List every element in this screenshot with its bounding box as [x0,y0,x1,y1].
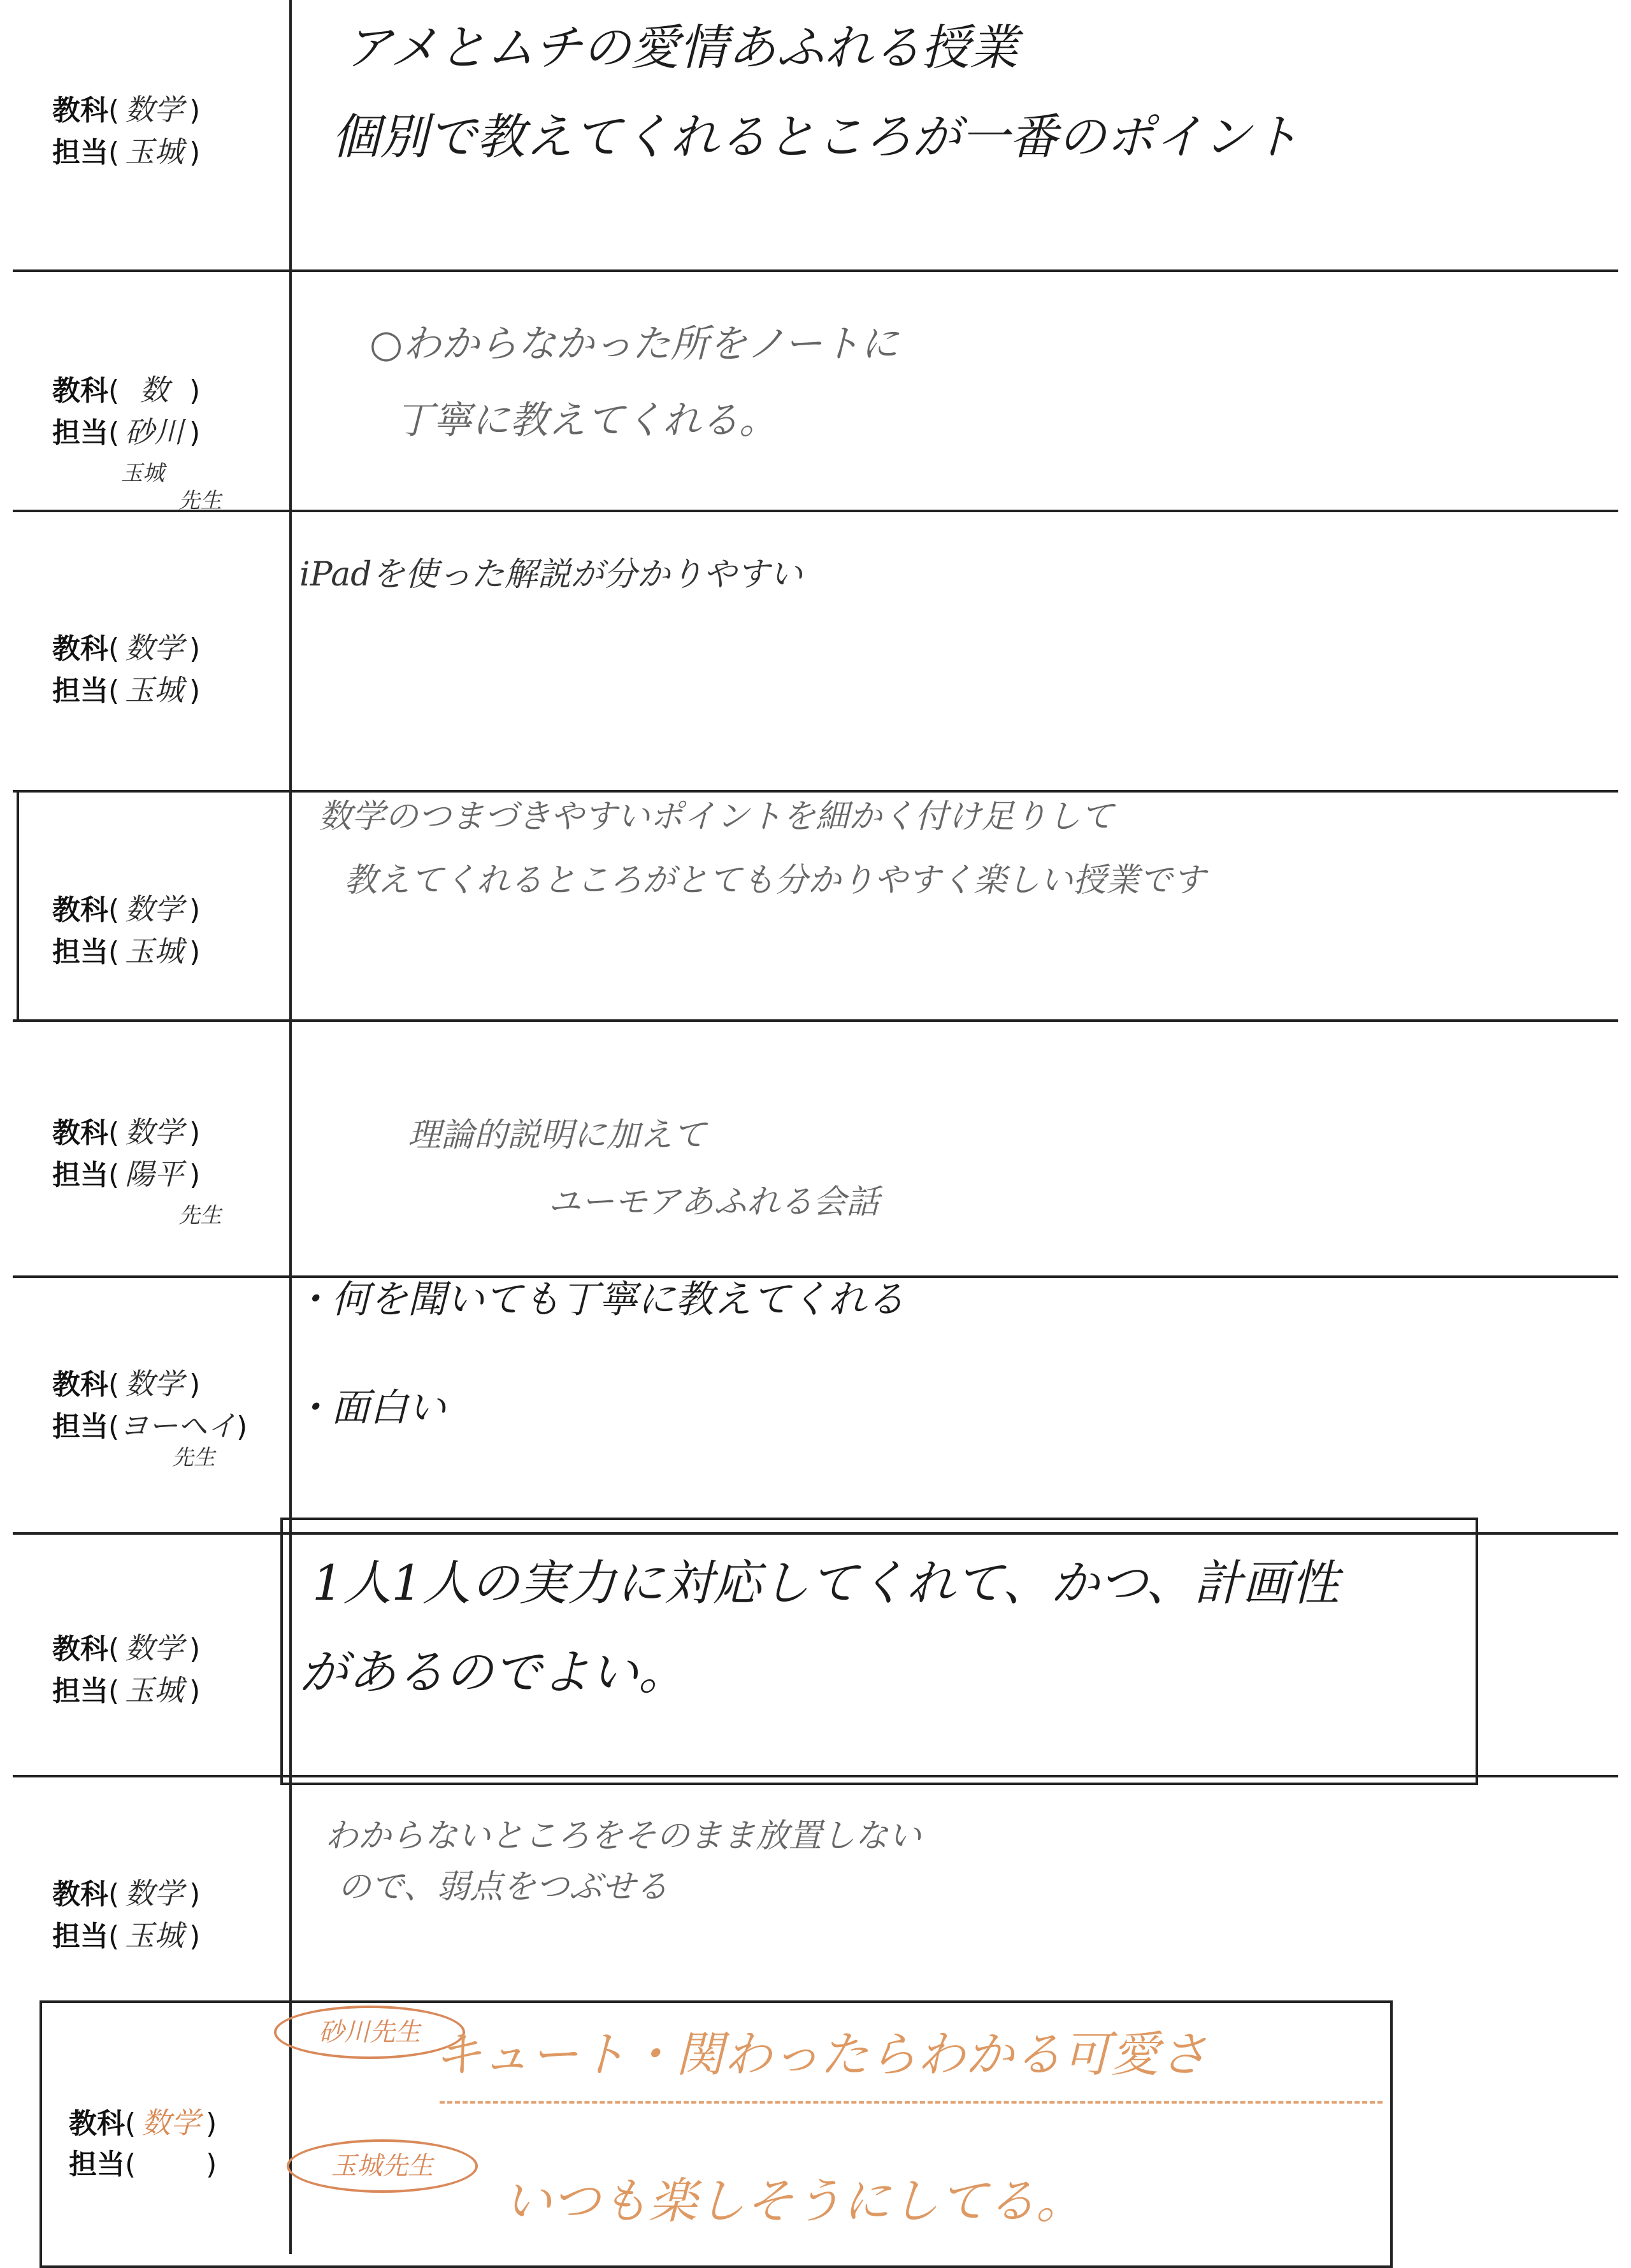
subject-value: 数学 [125,92,184,127]
row-3-comment-1: iPadを使った解説が分かりやすい [299,556,803,594]
tag-oval-sunagawa: 砂川先生 [274,2006,465,2059]
subject-line: 教科( 数 ) [52,370,200,412]
subject-line: 教科( 数学 ) [69,2102,217,2144]
dashed-underline [440,2101,1383,2104]
teacher-line: 担当( 陽平 ) [52,1154,200,1196]
row-5-comment-1: 理論的説明に加えて [408,1116,707,1154]
teacher-value: 玉城 [125,934,184,968]
subject-line: 教科( 数学 ) [52,1873,200,1915]
subject-value: 数学 [125,1367,184,1401]
row-6-comment-1: ・何を聞いても丁寧に教えてくれる [293,1277,905,1322]
subject-value: 数学 [125,892,184,926]
row-5-note-1: 先生 [178,1203,222,1228]
subject-line: 教科( 数学 ) [52,1628,200,1670]
subject-line: 教科( 数学 ) [52,1112,200,1154]
row-2-labels [52,370,200,454]
teacher-value: ヨーヘイ [119,1409,237,1443]
row-7-comment-2: があるのでよい。 [299,1644,687,1700]
row-5-comment-2: ユーモアあふれる会話 [548,1183,880,1221]
row-6-note-1: 先生 [172,1445,215,1470]
row-5-labels [52,1112,200,1196]
row-divider [13,1019,1618,1022]
subject-value: 数学 [125,1876,184,1911]
subject-value: 数学 [125,631,184,665]
teacher-value: 砂川 [125,415,184,449]
row-1-comment-1: アメとムチの愛情あふれる授業 [344,19,1018,76]
row-divider [13,269,1618,272]
row-9-comment-1: キュート・関わったらわかる可愛さ [433,2026,1208,2083]
teacher-line: 担当( 玉城 ) [52,931,200,973]
teacher-line: 担当( 砂川 ) [52,412,200,454]
subject-line: 教科( 数学 ) [52,89,200,131]
teacher-value: 陽平 [125,1157,184,1191]
row-1-labels [52,89,200,173]
row-6-labels [52,1363,247,1447]
row-7-comment-1: 1人1人の実力に対応してくれて、かつ、計画性 [312,1554,1340,1611]
row-4-labels [52,889,200,973]
teacher-line: 担当(ヨーヘイ) [52,1405,247,1447]
row-6-comment-2: ・面白い [293,1386,446,1430]
subject-value: 数学 [141,2106,201,2140]
subject-value: 数学 [125,1115,184,1149]
row-8-comment-1: わからないところをそのまま放置しない [325,1817,922,1855]
row-divider [13,510,1618,512]
teacher-value: 玉城 [125,1918,184,1953]
teacher-value: 玉城 [125,673,184,707]
teacher-line: 担当( 玉城 ) [52,1670,200,1712]
subject-line: 教科( 数学 ) [52,889,200,931]
row-1-comment-2: 個別で教えてくれるところが一番のポイント [331,108,1300,165]
teacher-line: 担当( 玉城 ) [52,670,200,712]
row-8-comment-2: ので、弱点をつぶせる [338,1868,668,1906]
row-3-labels [52,628,200,712]
row-2-note-1: 玉城 [121,461,164,486]
row-9-labels [69,2102,217,2185]
row-8-labels [52,1873,200,1957]
teacher-value: 玉城 [125,134,184,169]
tag-oval-tamaki: 玉城先生 [287,2139,478,2193]
row-2-note-2: 先生 [178,488,222,513]
row-7-labels [52,1628,200,1712]
teacher-line: 担当( 玉城 ) [52,131,200,173]
left-page-border [17,790,19,1019]
row-2-comment-1: ○わからなかった所をノートに [370,322,899,366]
row-9-comment-2: いつも楽しそうにしてる。 [503,2172,1084,2229]
subject-line: 教科( 数学 ) [52,628,200,670]
left-column-border [289,0,292,2254]
subject-value: 数学 [125,1631,184,1665]
teacher-value: 玉城 [125,1673,184,1707]
row-2-comment-2: 丁寧に教えてくれる。 [395,398,777,443]
row-4-comment-1: 数学のつまづきやすいポイントを細かく付け足りして [319,798,1114,836]
teacher-line: 担当( ) [69,2148,217,2181]
row-4-comment-2: 教えてくれるところがとても分かりやすく楽しい授業です [344,861,1206,900]
subject-value: 数 [140,373,169,407]
subject-line: 教科( 数学 ) [52,1363,247,1405]
teacher-line: 担当( 玉城 ) [52,1915,200,1957]
